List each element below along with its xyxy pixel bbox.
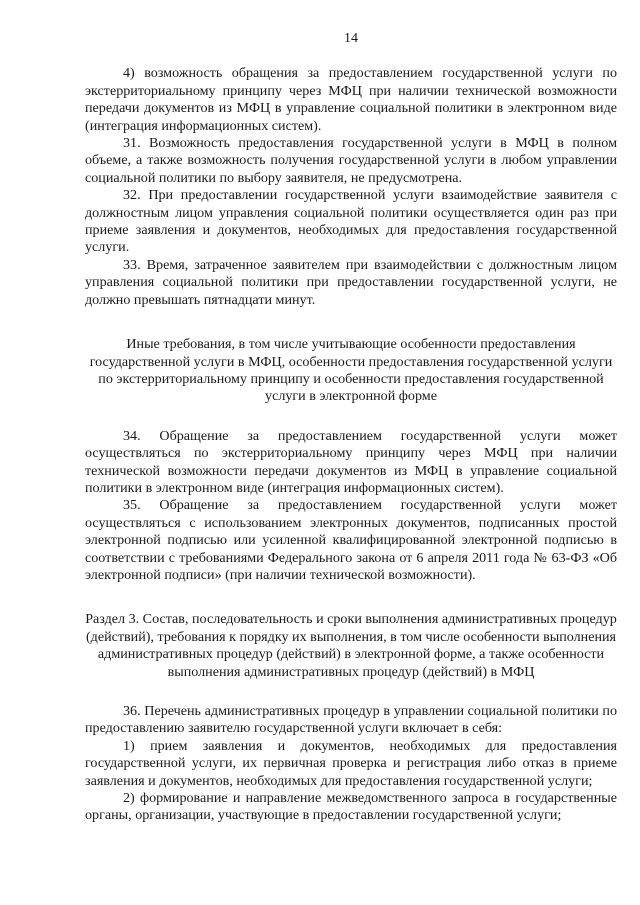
paragraph-36-item-2: 2) формирование и направление межведомственного запроса в государственные органы, организации, участвующие в предоставлении государственной услуги;: [85, 790, 617, 824]
page-number: 14: [344, 31, 358, 46]
paragraph-32: 32. При предоставлении государственной услуги взаимодействие заявителя с должностным лицом управления социальной политики осуществляется один раз при приеме заявления и документов, необходимых для предоставления государственной услуги.: [85, 187, 617, 256]
paragraph-item-4: 4) возможность обращения за предоставлением государственной услуги по экстерриториальному принципу через МФЦ при наличии технической возможности передачи документов из МФЦ в управление социальной политики в электронном виде (интеграция информационных систем).: [85, 65, 617, 134]
paragraph-35: 35. Обращение за предоставлением государственной услуги может осуществляться с использованием электронных документов, подписанных простой электронной подписью или усиленной квалифицированной электронной подписью в соответствии с требованиями Федерального закона от 6 апреля 2011 года № 63-ФЗ «Об электронной подписи» (при наличии технической возможности).: [85, 497, 617, 583]
paragraph-36: 36. Перечень административных процедур в управлении социальной политики по предоставлению заявителю государственной услуги включает в себя:: [85, 703, 617, 737]
paragraph-34: 34. Обращение за предоставлением государственной услуги может осуществляться по экстерриториальному принципу через МФЦ при наличии технической возможности передачи документов из МФЦ в управление социальной политики в электронном виде (интеграция информационных систем).: [85, 427, 617, 496]
document-page: [85, 30, 617, 825]
paragraph-36-item-1: 1) прием заявления и документов, необходимых для предоставления государственной услуги, их первичная проверка и регистрация либо отказ в приеме заявления и документов, необходимых для предоставления государственной услуги;: [85, 737, 617, 789]
section-heading-part-3: Раздел 3. Состав, последовательность и сроки выполнения административных процедур (действий), требования к порядку их выполнения, в том числе особенности выполнения административных процедур (действий) в электронной форме, а также особенности выполнения административных процедур (действий) в МФЦ: [85, 611, 617, 680]
paragraph-33: 33. Время, затраченное заявителем при взаимодействии с должностным лицом управления социальной политики при предоставлении государственной услуги, не должно превышать пятнадцати минут.: [85, 256, 617, 308]
section-heading-other-requirements: Иные требования, в том числе учитывающие особенности предоставления государственной услуги в МФЦ, особенности предоставления государственной услуги по экстерриториальному принципу и особенности предоставления государственной услуги в электронной форме: [89, 336, 613, 405]
paragraph-31: 31. Возможность предоставления государственной услуги в МФЦ в полном объеме, а также возможность получения государственной услуги в любом управлении социальной политики по выбору заявителя, не предусмотрена.: [85, 135, 617, 186]
